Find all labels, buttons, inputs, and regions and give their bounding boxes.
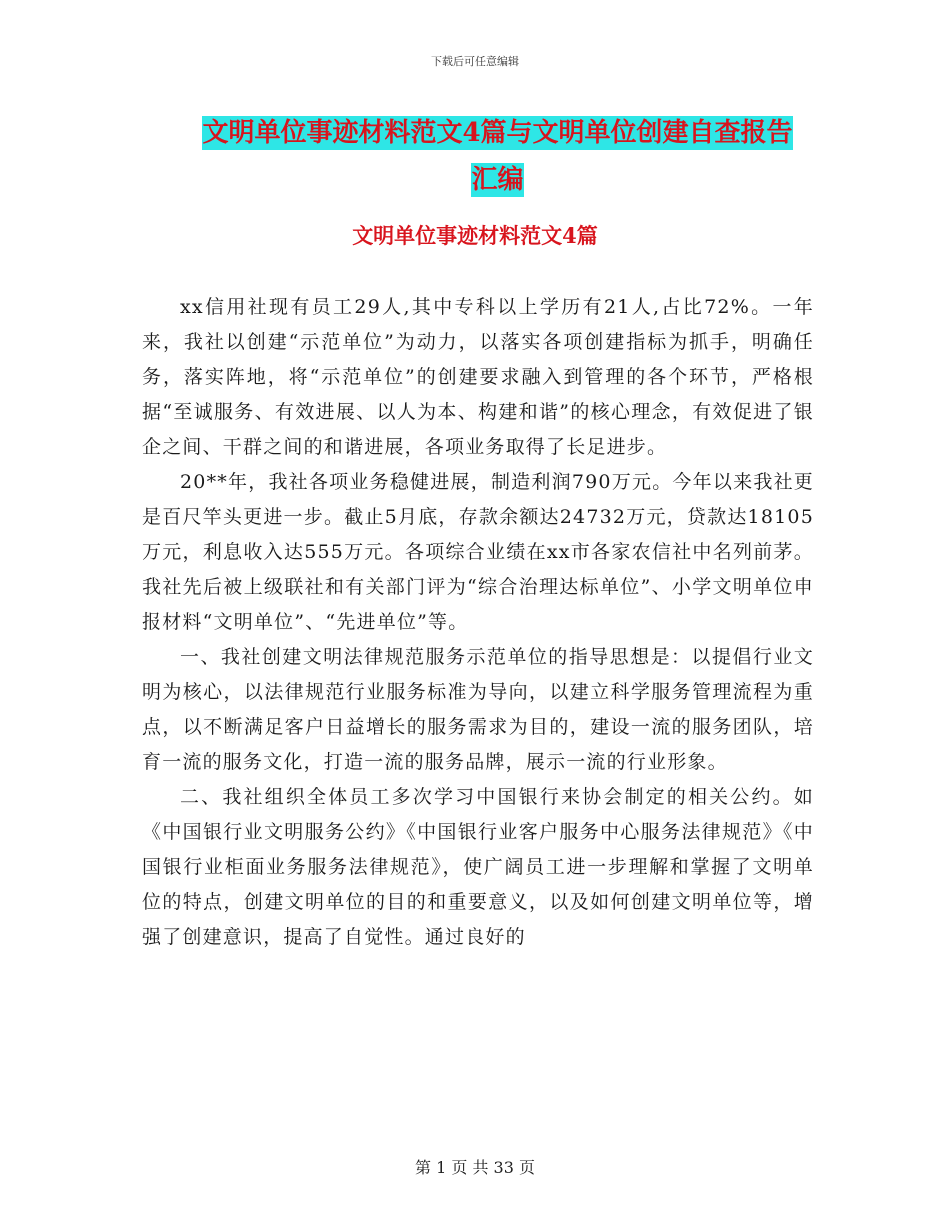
- document-title-line1: 文明单位事迹材料范文4篇与文明单位创建自查报告: [202, 118, 793, 148]
- paragraph: 一、我社创建文明法律规范服务示范单位的指导思想是：以提倡行业文明为核心，以法律规范行业服务标准为导向，以建立科学服务管理流程为重点，以不断满足客户日益增长的服务需求为目的，建设一流的服务团队，培育一流的服务文化，打造一流的服务品牌，展示一流的行业形象。: [142, 646, 814, 773]
- header-note: 下载后可任意编辑: [431, 55, 519, 68]
- document-title: [140, 110, 855, 204]
- paragraph: 二、我社组织全体员工多次学习中国银行来协会制定的相关公约。如《中国银行业文明服务公约》《中国银行业客户服务中心服务法律规范》《中国银行业柜面业务服务法律规范》，使广阔员工进一步理解和掌握了文明单位的特点，创建文明单位的目的和重要意义，以及如何创建文明单位等，增强了创建意识，提高了自觉性。通过良好的: [142, 786, 814, 948]
- document-title-line2: 汇编: [471, 165, 524, 195]
- paragraph: xx信用社现有员工29人,其中专科以上学历有21人,占比72%。一年来，我社以创建“示范单位”为动力，以落实各项创建指标为抓手，明确任务，落实阵地，将“示范单位”的创建要求融入到管理的各个环节，严格根据“至诚服务、有效进展、以人为本、构建和谐”的核心理念，有效促进了银企之间、干群之间的和谐进展，各项业务取得了长足进步。: [142, 296, 814, 458]
- page-number: 第 1 页 共 33 页: [415, 1158, 535, 1177]
- paragraph: 20**年，我社各项业务稳健进展，制造利润790万元。今年以来我社更是百尺竿头更进一步。截止5月底，存款余额达24732万元，贷款达18105万元，利息收入达555万元。各项综合业绩在xx市各家农信社中名列前茅。我社先后被上级联社和有关部门评为“综合治理达标单位”、小学文明单位申报材料“文明单位”、“先进单位”等。: [142, 471, 814, 633]
- section-title: 文明单位事迹材料范文4篇: [352, 223, 598, 248]
- document-body: [142, 290, 814, 955]
